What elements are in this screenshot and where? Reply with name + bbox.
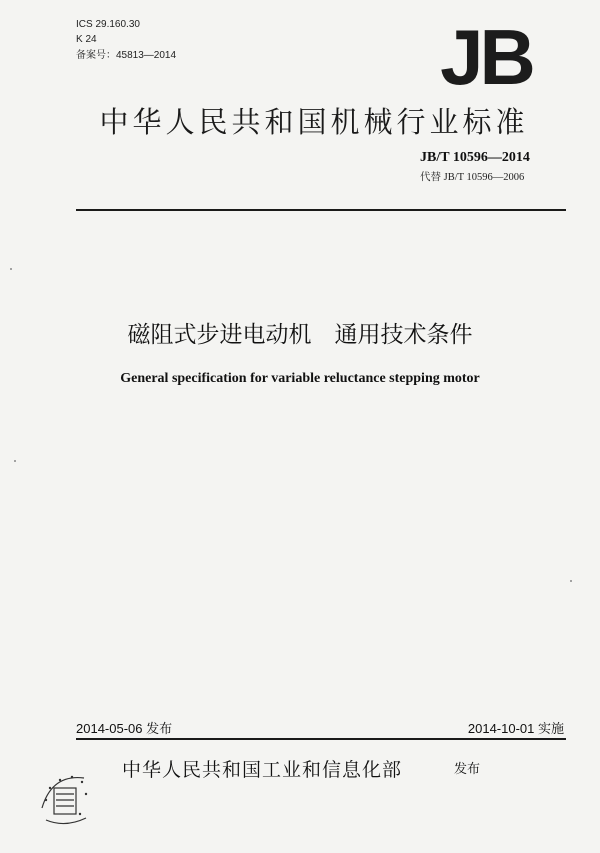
ics-code: ICS 29.160.30	[76, 19, 140, 30]
jb-logo: JB	[440, 13, 532, 101]
issue-date: 2014-05-06 发布	[76, 721, 173, 736]
implementation-date: 2014-10-01 实施	[467, 721, 564, 736]
title-english: General specification for variable reluctance stepping motor	[120, 371, 480, 386]
title-chinese: 磁阻式步进电动机 通用技术条件	[127, 322, 473, 348]
standard-category: 中华人民共和国机械行业标准	[99, 105, 529, 139]
filing-number: 备案号：45813—2014	[76, 50, 177, 61]
scan-speck	[570, 580, 572, 582]
scan-speck	[10, 268, 12, 270]
classification-code: K 24	[76, 34, 97, 45]
standard-number: JB/T 10596—2014	[420, 150, 530, 165]
scan-speck	[14, 460, 16, 462]
top-divider	[76, 209, 566, 211]
issuer-suffix: 发布	[454, 762, 481, 777]
bottom-divider	[76, 738, 566, 740]
ministry-seal-icon	[32, 764, 98, 830]
replaces-standard: 代替 JB/T 10596—2006	[420, 172, 525, 183]
issuer-name: 中华人民共和国工业和信息化部	[122, 759, 403, 781]
